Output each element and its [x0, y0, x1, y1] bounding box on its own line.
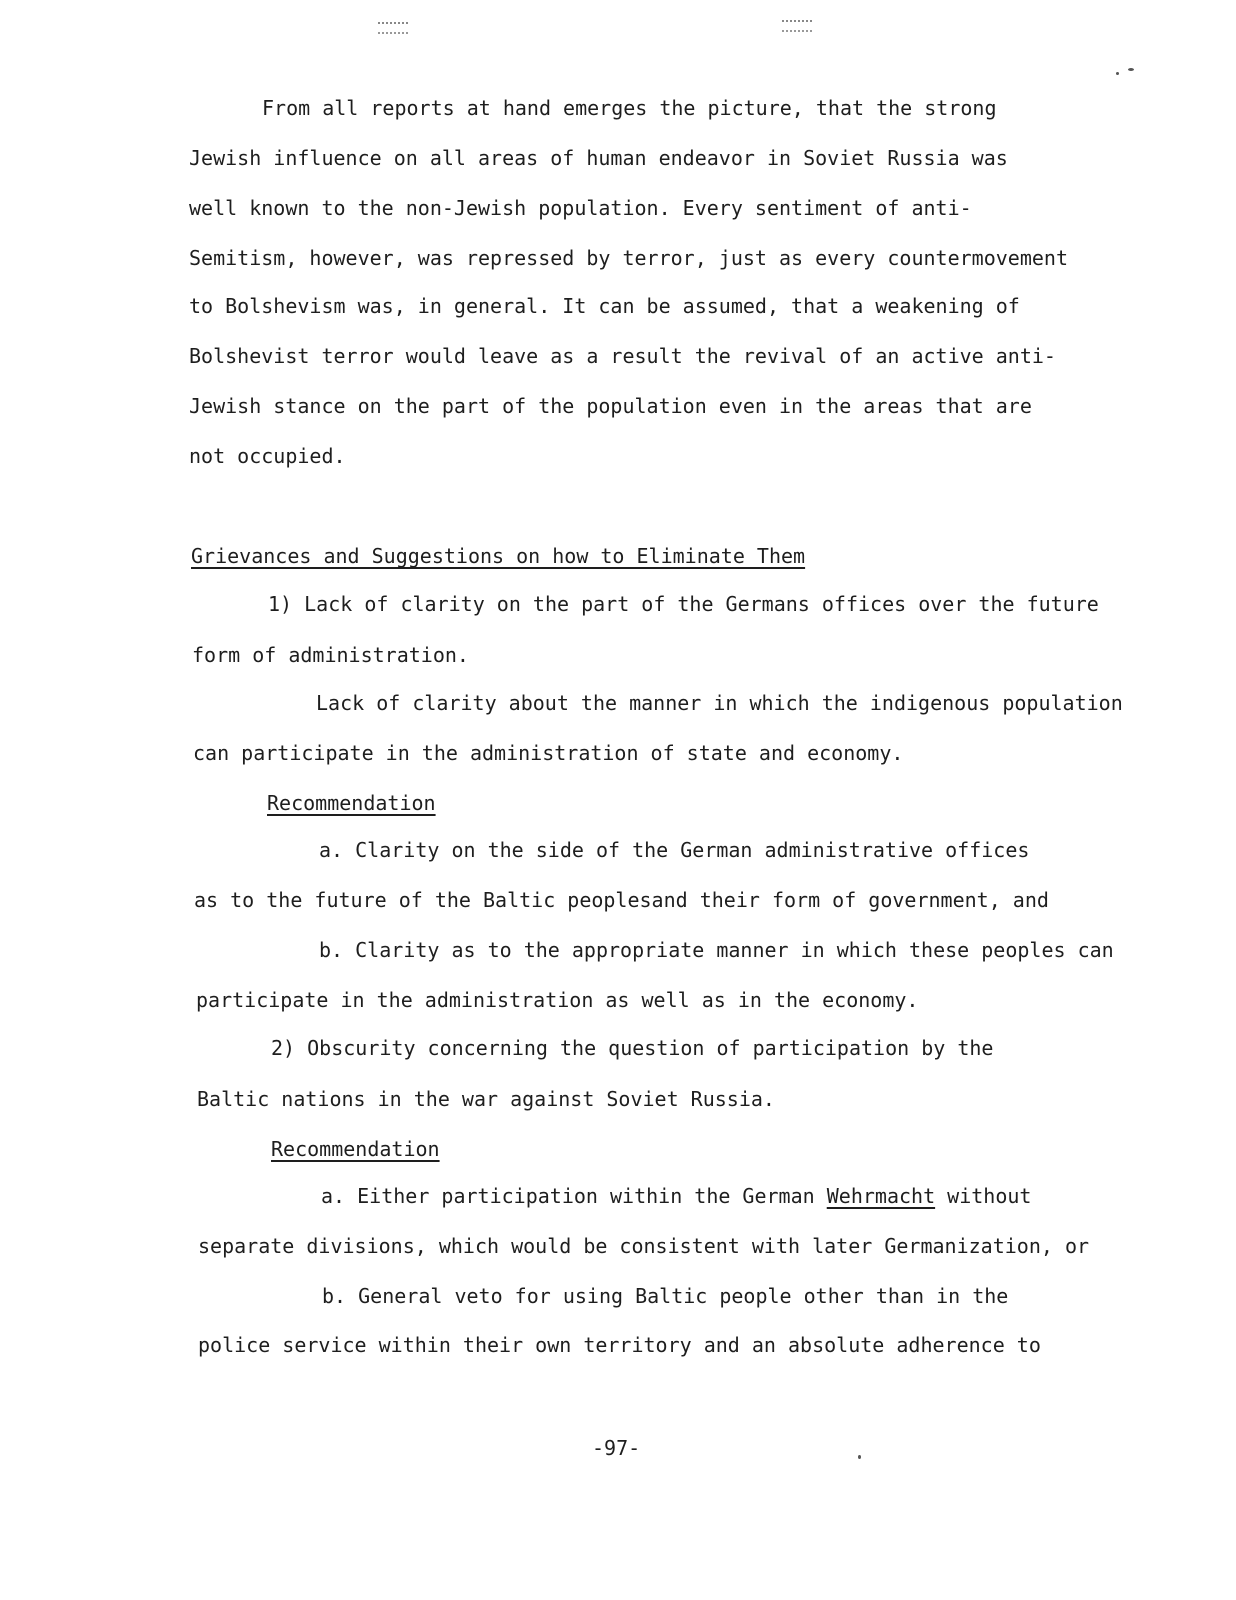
scan-artifact-left	[378, 22, 408, 34]
scan-artifact-right	[782, 20, 812, 32]
section-heading: Grievances and Suggestions on how to Eliminate Them	[191, 544, 806, 568]
wehrmacht-term: Wehrmacht	[826, 1184, 936, 1208]
recommendation-line: separate divisions, which would be consistent with later Germanization, or	[198, 1234, 1090, 1258]
paragraph-line: Semitism, however, was repressed by terror, just as every countermovement	[189, 246, 1068, 270]
recommendation-line	[321, 1184, 1031, 1208]
paragraph-line: From all reports at hand emerges the picture, that the strong	[262, 96, 997, 120]
recommendation-line: a. Clarity on the side of the German administrative offices	[319, 838, 1030, 862]
paragraph-line: Jewish influence on all areas of human endeavor in Soviet Russia was	[189, 146, 1008, 170]
item2-line: 2) Obscurity concerning the question of participation by the	[271, 1036, 994, 1060]
speck	[1116, 72, 1119, 75]
recommendation-text: a. Either participation within the German	[321, 1184, 827, 1208]
paragraph-line: to Bolshevism was, in general. It can be assumed, that a weakening of	[189, 294, 1020, 318]
item1-line: form of administration.	[192, 643, 469, 667]
page-number: -97-	[592, 1436, 641, 1460]
speck	[858, 1455, 861, 1459]
recommendation-line: as to the future of the Baltic peoplesand their form of government, and	[194, 888, 1049, 912]
item1-line: 1) Lack of clarity on the part of the Germans offices over the future	[268, 592, 1099, 616]
paragraph-line: well known to the non-Jewish population. Every sentiment of anti-	[189, 196, 972, 220]
recommendation-heading: Recommendation	[271, 1137, 440, 1161]
recommendation-line: b. General veto for using Baltic people other than in the	[322, 1284, 1009, 1308]
paragraph-line: Bolshevist terror would leave as a result the revival of an active anti-	[189, 344, 1056, 368]
paragraph-line: Jewish stance on the part of the population even in the areas that are	[189, 394, 1032, 418]
item1-line: Lack of clarity about the manner in which the indigenous population	[316, 691, 1123, 715]
recommendation-heading: Recommendation	[267, 791, 436, 815]
recommendation-line: b. Clarity as to the appropriate manner in which these peoples can	[319, 938, 1114, 962]
recommendation-line: participate in the administration as well as in the economy.	[196, 988, 919, 1012]
item1-line: can participate in the administration of state and economy.	[193, 741, 904, 765]
item2-line: Baltic nations in the war against Soviet Russia.	[197, 1087, 775, 1111]
speck	[1128, 68, 1134, 71]
paragraph-line: not occupied.	[189, 444, 346, 468]
recommendation-text: without	[935, 1184, 1032, 1208]
recommendation-line: police service within their own territory and an absolute adherence to	[198, 1333, 1041, 1357]
